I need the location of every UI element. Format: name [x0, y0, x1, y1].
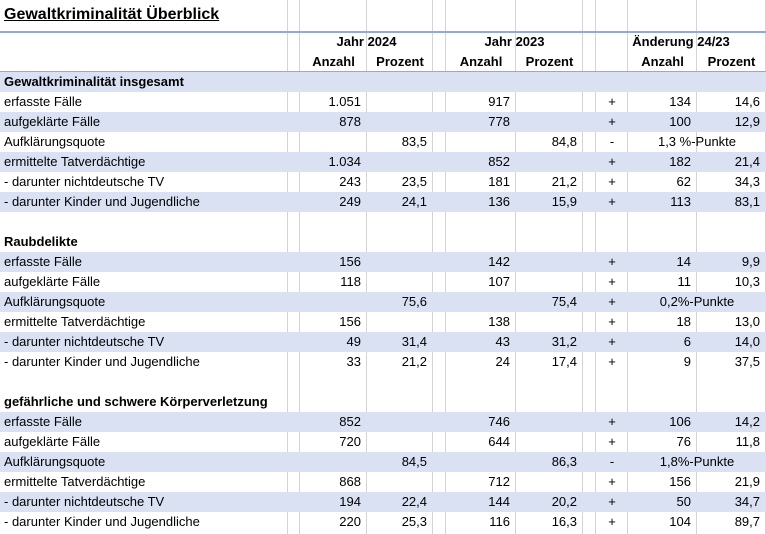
cell-2023-count[interactable]: 746	[488, 414, 510, 429]
cell-change-sign[interactable]: +	[608, 114, 616, 129]
cell-change-sign[interactable]: +	[608, 334, 616, 349]
cell-2024-count[interactable]: 1.034	[328, 154, 361, 169]
cell-2024-percent[interactable]	[367, 92, 433, 112]
table-row	[0, 512, 766, 532]
cell-change-sign[interactable]: +	[608, 194, 616, 209]
table-row	[0, 332, 766, 352]
cell-2023-percent[interactable]	[516, 312, 583, 332]
table-row	[0, 132, 766, 152]
table-row	[0, 412, 766, 432]
cell-2023-percent[interactable]: 21,2	[551, 174, 577, 189]
cell-2024-percent[interactable]	[367, 152, 433, 172]
cell-2024-count[interactable]	[300, 132, 367, 152]
cell-2023-count[interactable]: 43	[495, 334, 510, 349]
cell-2023-count[interactable]: 852	[488, 154, 510, 169]
cell-change-points[interactable]: 0,2%-Punkte	[659, 294, 735, 309]
table-row	[0, 112, 766, 132]
cell-change-sign[interactable]: +	[608, 174, 616, 189]
cell-change-count[interactable]: 14	[676, 254, 691, 269]
cell-change-percent[interactable]: 13,0	[734, 314, 760, 329]
cell-2023-count[interactable]: 778	[488, 114, 510, 129]
cell-2024-count[interactable]: 249	[339, 194, 361, 209]
cell-change-points[interactable]: 1,3 %-Punkte	[657, 134, 737, 149]
cell-change-count[interactable]: 50	[676, 494, 691, 509]
cell-2023-percent[interactable]	[516, 252, 583, 272]
table-row	[0, 292, 766, 312]
cell-2024-percent[interactable]	[367, 312, 433, 332]
cell-2024-percent[interactable]	[367, 432, 433, 452]
cell-change-sign[interactable]: +	[608, 474, 616, 489]
cell-change-sign[interactable]: +	[608, 414, 616, 429]
row-label[interactable]: erfasste Fälle	[4, 94, 83, 109]
row-label[interactable]: aufgeklärte Fälle	[4, 434, 101, 449]
cell-2023-count[interactable]: 116	[489, 514, 510, 529]
cell-change-count[interactable]: 106	[669, 414, 691, 429]
cell-2024-count[interactable]: 868	[339, 474, 361, 489]
cell-2023-count[interactable]: 142	[488, 254, 510, 269]
cell-change-sign[interactable]: -	[609, 134, 615, 149]
row-label[interactable]: - darunter Kinder und Jugendliche	[4, 354, 200, 369]
cell-change-count[interactable]: 9	[683, 354, 691, 369]
section-title-row	[0, 232, 766, 252]
cell-2024-percent[interactable]: 83,5	[401, 134, 427, 149]
header-change-count[interactable]: Anzahl	[641, 54, 684, 69]
table-row	[0, 452, 766, 472]
row-label[interactable]: ermittelte Tatverdächtige	[4, 154, 146, 169]
cell-change-sign[interactable]: +	[608, 154, 616, 169]
row-label[interactable]: Aufklärungsquote	[4, 134, 106, 149]
row-label[interactable]: aufgeklärte Fälle	[4, 114, 101, 129]
cell-2024-count[interactable]: 220	[339, 514, 361, 529]
header-2023-percent[interactable]: Prozent	[525, 54, 574, 69]
cell-2024-percent[interactable]	[367, 412, 433, 432]
cell-2023-percent[interactable]	[516, 412, 583, 432]
cell-change-percent[interactable]: 9,9	[741, 254, 760, 269]
cell-2024-percent[interactable]	[367, 252, 433, 272]
cell-2024-count[interactable]	[300, 292, 367, 312]
cell-2023-percent[interactable]: 84,8	[551, 134, 577, 149]
cell-change-sign[interactable]: +	[608, 514, 616, 529]
cell-2023-count[interactable]	[446, 292, 516, 312]
header-2024-percent[interactable]: Prozent	[376, 54, 424, 69]
cell-change-sign[interactable]: +	[608, 314, 616, 329]
cell-2024-percent[interactable]: 75,6	[401, 294, 427, 309]
cell-2024-count[interactable]: 156	[339, 314, 361, 329]
cell-2023-count[interactable]: 107	[488, 274, 510, 289]
cell-2024-count[interactable]: 878	[339, 114, 361, 129]
table-row	[0, 492, 766, 512]
section-title[interactable]: Gewaltkriminalität insgesamt	[4, 74, 184, 89]
cell-change-percent[interactable]: 21,9	[734, 474, 760, 489]
table-row	[0, 252, 766, 272]
cell-change-count[interactable]: 6	[683, 334, 691, 349]
cell-2024-count[interactable]: 1.051	[328, 94, 361, 109]
table-row	[0, 352, 766, 372]
cell-change-sign[interactable]: +	[608, 94, 616, 109]
table-row	[0, 472, 766, 492]
cell-change-sign[interactable]: +	[608, 354, 616, 369]
table-row	[0, 152, 766, 172]
cell-2023-count[interactable]: 917	[488, 94, 510, 109]
cell-change-count[interactable]: 182	[669, 154, 691, 169]
cell-change-percent[interactable]: 21,4	[734, 154, 760, 169]
cell-2024-count[interactable]: 49	[346, 334, 361, 349]
cell-2023-percent[interactable]: 86,3	[551, 454, 577, 469]
cell-change-sign[interactable]: -	[609, 454, 615, 469]
cell-change-percent[interactable]: 11,8	[735, 434, 760, 449]
cell-2023-count[interactable]: 144	[488, 494, 510, 509]
cell-change-percent[interactable]: 89,7	[734, 514, 760, 529]
cell-2024-count[interactable]: 118	[340, 274, 361, 289]
table-row	[0, 172, 766, 192]
table-row	[0, 312, 766, 332]
cell-change-percent[interactable]: 12,9	[734, 114, 760, 129]
cell-2023-count[interactable]	[446, 132, 516, 152]
row-label[interactable]: aufgeklärte Fälle	[4, 274, 101, 289]
header-row-years	[0, 32, 766, 52]
sheet-title: Gewaltkriminalität Überblick	[4, 6, 220, 23]
cell-2023-percent[interactable]: 31,2	[551, 334, 577, 349]
cell-change-percent[interactable]: 14,2	[734, 414, 760, 429]
cell-2024-percent[interactable]	[367, 272, 433, 292]
cell-change-sign[interactable]: +	[608, 254, 616, 269]
cell-change-count[interactable]: 100	[669, 114, 691, 129]
cell-change-percent[interactable]: 14,0	[734, 334, 760, 349]
cell-2024-percent[interactable]: 24,1	[401, 194, 427, 209]
cell-change-count[interactable]: 62	[676, 174, 691, 189]
cell-change-count[interactable]: 76	[676, 434, 691, 449]
header-change-percent[interactable]: Prozent	[707, 54, 756, 69]
section-title-row	[0, 392, 766, 412]
cell-change-percent[interactable]: 37,5	[734, 354, 760, 369]
cell-change-count[interactable]: 156	[669, 474, 691, 489]
cell-2024-percent[interactable]: 22,4	[401, 494, 427, 509]
row-label[interactable]: ermittelte Tatverdächtige	[4, 314, 146, 329]
table-row	[0, 432, 766, 452]
row-label[interactable]: - darunter nichtdeutsche TV	[4, 174, 165, 189]
header-year-2023[interactable]: Jahr 2023	[484, 34, 545, 49]
cell-2023-percent[interactable]: 16,3	[551, 514, 577, 529]
cell-2024-percent[interactable]: 84,5	[401, 454, 427, 469]
cell-2023-percent[interactable]: 75,4	[551, 294, 577, 309]
row-label[interactable]: erfasste Fälle	[4, 414, 83, 429]
row-label[interactable]: - darunter nichtdeutsche TV	[4, 334, 165, 349]
section-title[interactable]: Raubdelikte	[4, 234, 78, 249]
cell-2024-count[interactable]: 33	[346, 354, 361, 369]
cell-change-count[interactable]: 18	[676, 314, 691, 329]
cell-change-points[interactable]: 1,8%-Punkte	[659, 454, 735, 469]
cell-2023-count[interactable]: 181	[488, 174, 510, 189]
header-2023-count[interactable]: Anzahl	[459, 54, 503, 69]
cell-change-percent[interactable]: 34,7	[734, 494, 760, 509]
row-label[interactable]: ermittelte Tatverdächtige	[4, 474, 146, 489]
cell-change-percent[interactable]: 14,6	[734, 94, 760, 109]
cell-2023-count[interactable]: 712	[488, 474, 510, 489]
row-label[interactable]: - darunter nichtdeutsche TV	[4, 494, 165, 509]
cell-2023-percent[interactable]	[516, 152, 583, 172]
table-row	[0, 272, 766, 292]
cell-change-count[interactable]: 113	[670, 194, 691, 209]
cell-change-sign[interactable]: +	[608, 294, 616, 309]
cell-2024-count[interactable]: 194	[339, 494, 361, 509]
cell-change-percent[interactable]: 83,1	[734, 194, 760, 209]
cell-2023-percent[interactable]	[516, 472, 583, 492]
cell-2024-percent[interactable]: 25,3	[401, 514, 427, 529]
cell-2024-count[interactable]: 243	[339, 174, 361, 189]
cell-change-percent[interactable]: 10,3	[734, 274, 760, 289]
cell-2024-count[interactable]: 720	[339, 434, 361, 449]
section-title-row	[0, 72, 766, 92]
spacer-row	[0, 372, 766, 392]
cell-2023-count[interactable]	[446, 452, 516, 472]
cell-change-count[interactable]: 134	[669, 94, 691, 109]
row-label[interactable]: - darunter Kinder und Jugendliche	[4, 194, 200, 209]
header-2024-count[interactable]: Anzahl	[312, 54, 355, 69]
cell-2023-percent[interactable]	[516, 432, 583, 452]
cell-2023-percent[interactable]	[516, 112, 583, 132]
cell-2024-percent[interactable]: 21,2	[401, 354, 427, 369]
cell-2024-count[interactable]: 156	[339, 254, 361, 269]
cell-2023-percent[interactable]: 20,2	[551, 494, 577, 509]
cell-change-percent[interactable]: 34,3	[734, 174, 760, 189]
row-label[interactable]: erfasste Fälle	[4, 254, 83, 269]
cell-change-sign[interactable]: +	[608, 494, 616, 509]
cell-2024-count[interactable]: 852	[339, 414, 361, 429]
cell-2023-percent[interactable]	[516, 92, 583, 112]
cell-change-sign[interactable]: +	[608, 434, 616, 449]
cell-change-sign[interactable]: +	[608, 274, 616, 289]
cell-2024-count[interactable]	[300, 452, 367, 472]
row-label[interactable]: - darunter Kinder und Jugendliche	[4, 514, 200, 529]
cell-2023-percent[interactable]: 17,4	[551, 354, 577, 369]
cell-2023-count[interactable]: 644	[488, 434, 510, 449]
cell-2024-percent[interactable]: 31,4	[401, 334, 427, 349]
header-year-2024[interactable]: Jahr 2024	[336, 34, 397, 49]
header-change[interactable]: Änderung 24/23	[632, 34, 730, 49]
header-row-subcolumns	[0, 52, 766, 72]
cell-2023-percent[interactable]	[516, 272, 583, 292]
row-label[interactable]: Aufklärungsquote	[4, 294, 106, 309]
cell-2024-percent[interactable]: 23,5	[401, 174, 427, 189]
spacer-row	[0, 212, 766, 232]
cell-2023-count[interactable]: 136	[488, 194, 510, 209]
cell-change-count[interactable]: 104	[669, 514, 691, 529]
cell-2024-percent[interactable]	[367, 472, 433, 492]
cell-change-count[interactable]: 11	[677, 274, 691, 289]
cell-2023-count[interactable]: 138	[488, 314, 510, 329]
table-row	[0, 192, 766, 212]
cell-2023-count[interactable]: 24	[495, 354, 510, 369]
cell-2023-percent[interactable]: 15,9	[551, 194, 577, 209]
section-title[interactable]: gefährliche und schwere Körperverletzung	[4, 394, 268, 409]
cell-2024-percent[interactable]	[367, 112, 433, 132]
row-label[interactable]: Aufklärungsquote	[4, 454, 106, 469]
table-row	[0, 92, 766, 112]
